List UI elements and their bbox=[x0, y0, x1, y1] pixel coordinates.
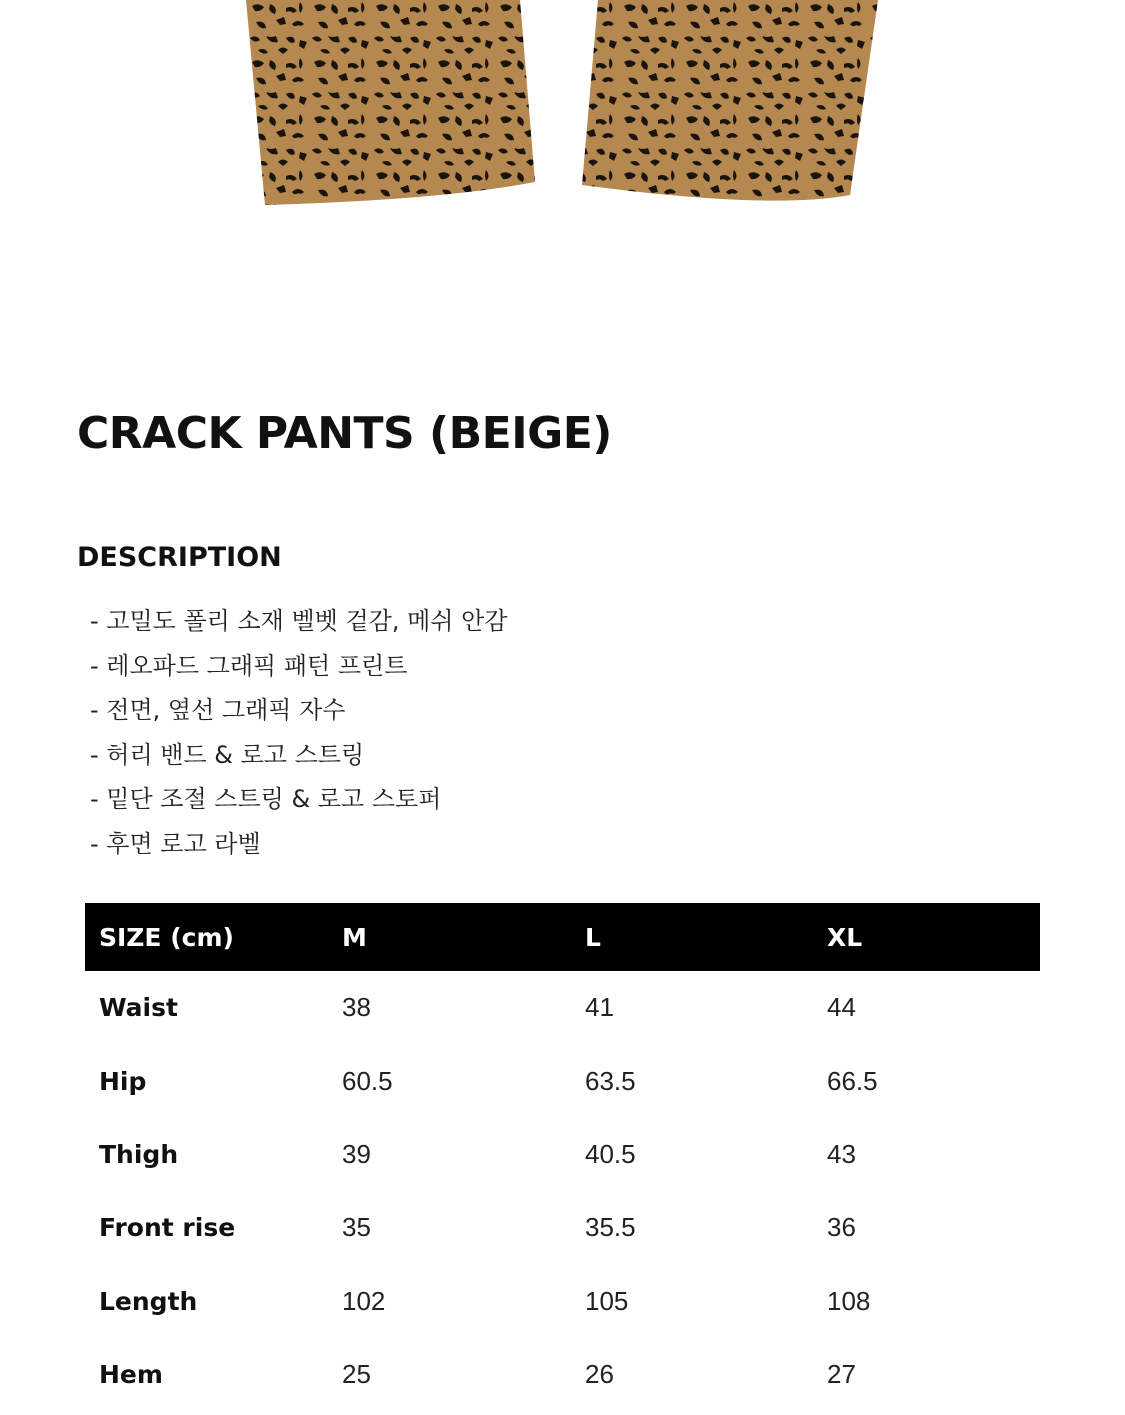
table-cell: 35.5 bbox=[585, 1212, 636, 1243]
size-table bbox=[85, 903, 1040, 1411]
table-cell: 27 bbox=[827, 1359, 856, 1390]
table-cell: 44 bbox=[827, 992, 856, 1023]
table-cell: 63.5 bbox=[585, 1065, 636, 1096]
table-row bbox=[85, 1118, 1040, 1191]
description-item: - 고밀도 폴리 소재 벨벳 겉감, 메쉬 안감 bbox=[90, 607, 508, 635]
description-item: - 전면, 옆선 그래픽 자수 bbox=[90, 696, 346, 724]
row-label-front-rise: Front rise bbox=[99, 1213, 236, 1243]
table-cell: 38 bbox=[342, 992, 371, 1023]
table-cell: 26 bbox=[585, 1359, 614, 1390]
size-header-xl: XL bbox=[827, 903, 1040, 971]
table-cell: 25 bbox=[342, 1359, 371, 1390]
product-title: CRACK PANTS (BEIGE) bbox=[77, 408, 612, 459]
table-cell: 36 bbox=[827, 1212, 856, 1243]
table-row bbox=[85, 1265, 1040, 1338]
table-cell: 66.5 bbox=[827, 1065, 878, 1096]
table-cell: 60.5 bbox=[342, 1065, 393, 1096]
description-list bbox=[90, 599, 507, 866]
table-cell: 108 bbox=[827, 1285, 871, 1316]
table-cell: 35 bbox=[342, 1212, 371, 1243]
description-item: - 후면 로고 라벨 bbox=[90, 829, 261, 858]
description-item: - 레오파드 그래픽 패턴 프린트 bbox=[90, 651, 408, 680]
row-label-thigh: Thigh bbox=[99, 1139, 179, 1169]
table-cell: 102 bbox=[342, 1285, 386, 1316]
row-label-waist: Waist bbox=[99, 993, 178, 1023]
row-label-length: Length bbox=[99, 1286, 198, 1316]
table-cell: 40.5 bbox=[585, 1138, 636, 1169]
row-label-hem: Hem bbox=[99, 1360, 163, 1390]
table-row bbox=[85, 1044, 1040, 1117]
product-image bbox=[0, 0, 1125, 260]
size-header-m: M bbox=[342, 903, 585, 971]
table-cell: 39 bbox=[342, 1138, 371, 1169]
description-item: - 밑단 조절 스트링 & 로고 스토퍼 bbox=[90, 785, 442, 813]
description-item: - 허리 밴드 & 로고 스트링 bbox=[90, 740, 365, 769]
table-cell: 105 bbox=[585, 1285, 629, 1316]
size-table-header-row bbox=[85, 903, 1040, 971]
table-cell: 41 bbox=[585, 992, 614, 1023]
size-header-l: L bbox=[585, 903, 827, 971]
table-row bbox=[85, 1338, 1040, 1411]
row-label-hip: Hip bbox=[99, 1066, 147, 1096]
table-row bbox=[85, 1191, 1040, 1264]
table-row bbox=[85, 971, 1040, 1044]
description-heading: DESCRIPTION bbox=[77, 542, 282, 573]
size-header-label: SIZE (cm) bbox=[85, 903, 342, 971]
table-cell: 43 bbox=[827, 1138, 856, 1169]
